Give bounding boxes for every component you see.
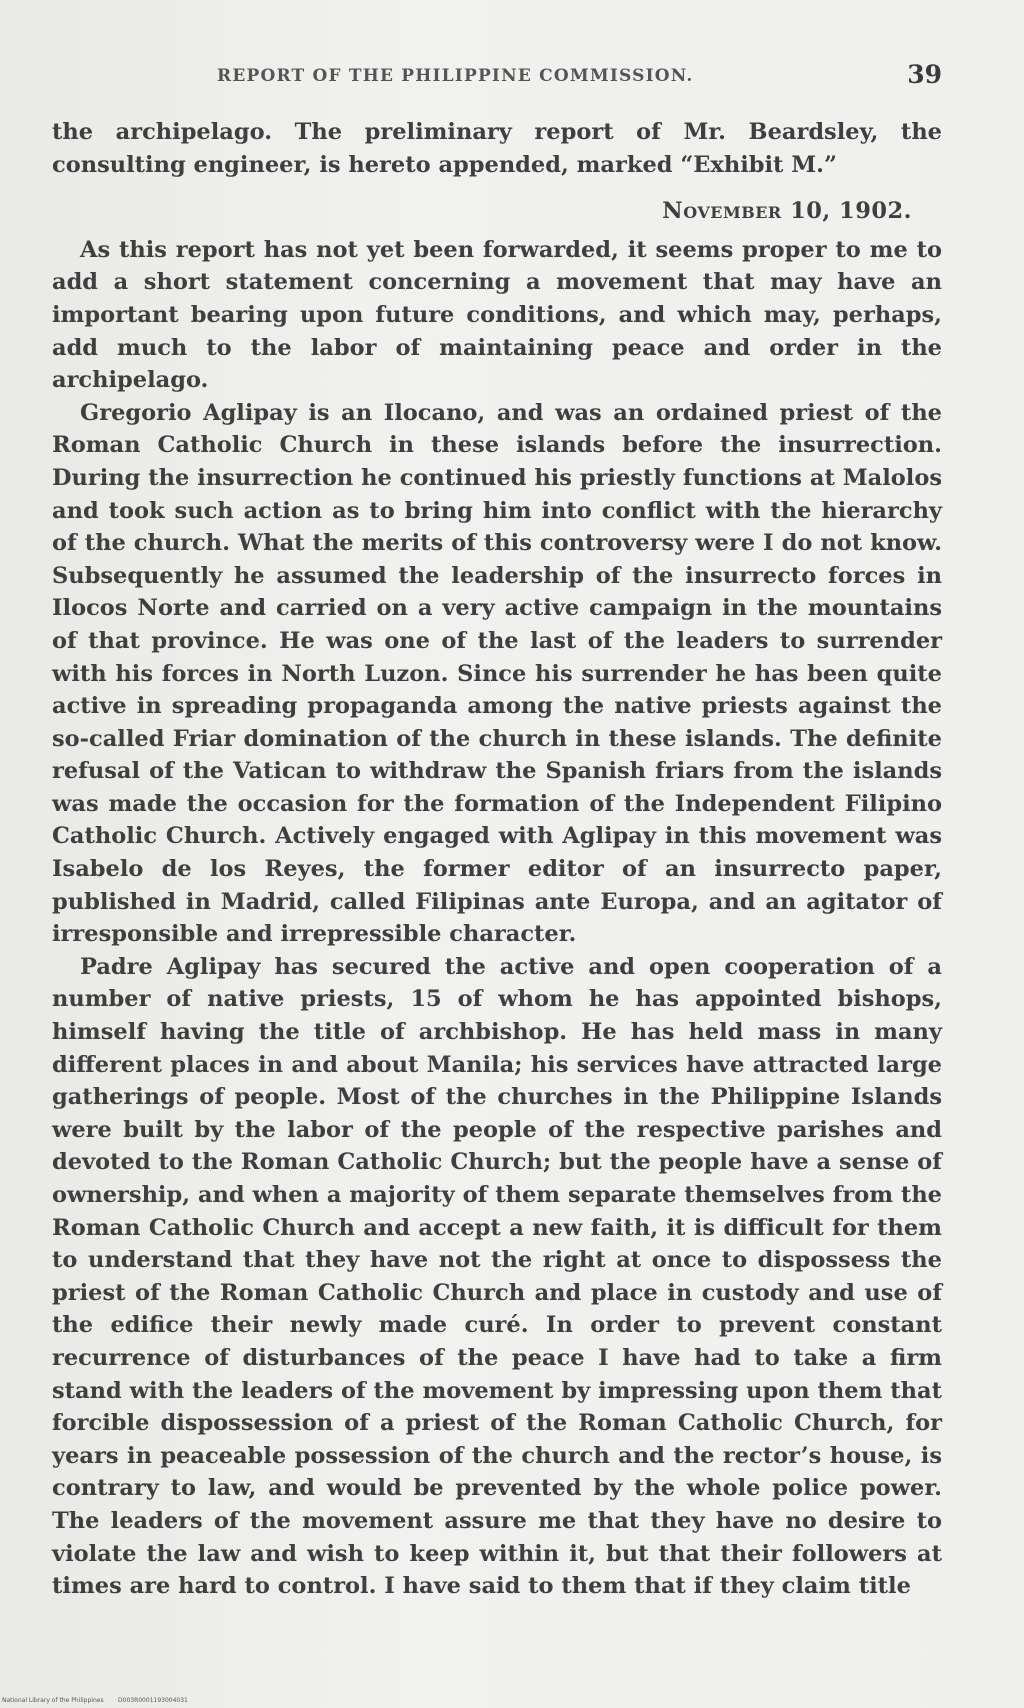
page-header [52,60,942,100]
scan-footer [0,1693,1024,1708]
paragraph: As this report has not yet been forwarded, it seems proper to me to add a short statement concerning a movement that may have an important bearing upon future conditions, and which may, perhaps, add much to the labor of maintaining peace and order in the archipelago. [52,236,942,394]
page-number: 39 [907,60,942,89]
running-head: REPORT OF THE PHILIPPINE COMMISSION. [217,66,694,86]
paragraph: Padre Aglipay has secured the active and open cooperation of a number of native priests, 15 of whom he has appointed bishops, himself having the title of archbishop. He has held mass in many different places in and about Manila; his services have attracted large gatherings of people. Most of the churches in the Philippine Islands were built by the labor of the people of the respective parishes and devoted to the Roman Catholic Church; but the people have a sense of ownership, and when a majority of them separate themselves from the Roman Catholic Church and accept a new faith, it is difficult for them to understand that they have not the right at once to dispossess the priest of the Roman Catholic Church and place in custody and use of the edifice their newly made curé. In order to prevent constant recurrence of disturbances of the peace I have had to take a firm stand with the leaders of the movement by impressing upon them that forcible dispossession of a priest of the Roman Catholic Church, for years in peaceable possession of the church and the rector’s house, is contrary to law, and would be prevented by the whole police power. The leaders of the movement assure me that they have no desire to violate the law and wish to keep within it, but that their followers at times are hard to control. I have said to them that if they claim title [52,953,942,1600]
body-text [52,116,942,1603]
dateline: November 10, 1902. [662,198,912,225]
barcode-id: D003R0001193004031 [118,1697,188,1704]
paragraph-continuation: the archipelago. The preliminary report of Mr. Beardsley, the consulting engineer, is hereto appended, marked “Exhibit M.” [52,119,942,178]
paragraph: Gregorio Aglipay is an Ilocano, and was an ordained priest of the Roman Catholic Church in these islands before the insurrection. During the insurrection he continued his priestly functions at Malolos and took such action as to bring him into conflict with the hierarchy of the church. What the merits of this controversy were I do not know. Subsequently he assumed the leadership of the insurrecto forces in Ilocos Norte and carried on a very active campaign in the mountains of that province. He was one of the last of the leaders to surrender with his forces in North Luzon. Since his surrender he has been quite active in spreading propaganda among the native priests against the so-called Friar domination of the church in these islands. The definite refusal of the Vatican to withdraw the Spanish friars from the islands was made the occasion for the formation of the Independent Filipino Catholic Church. Actively engaged with Aglipay in this movement was Isabelo de los Reyes, the former editor of an insurrecto paper, published in Madrid, called Filipinas ante Europa, and an agitator of irresponsible and irrepressible character. [52,399,942,948]
library-credit: National Library of the Philippines [2,1697,104,1704]
